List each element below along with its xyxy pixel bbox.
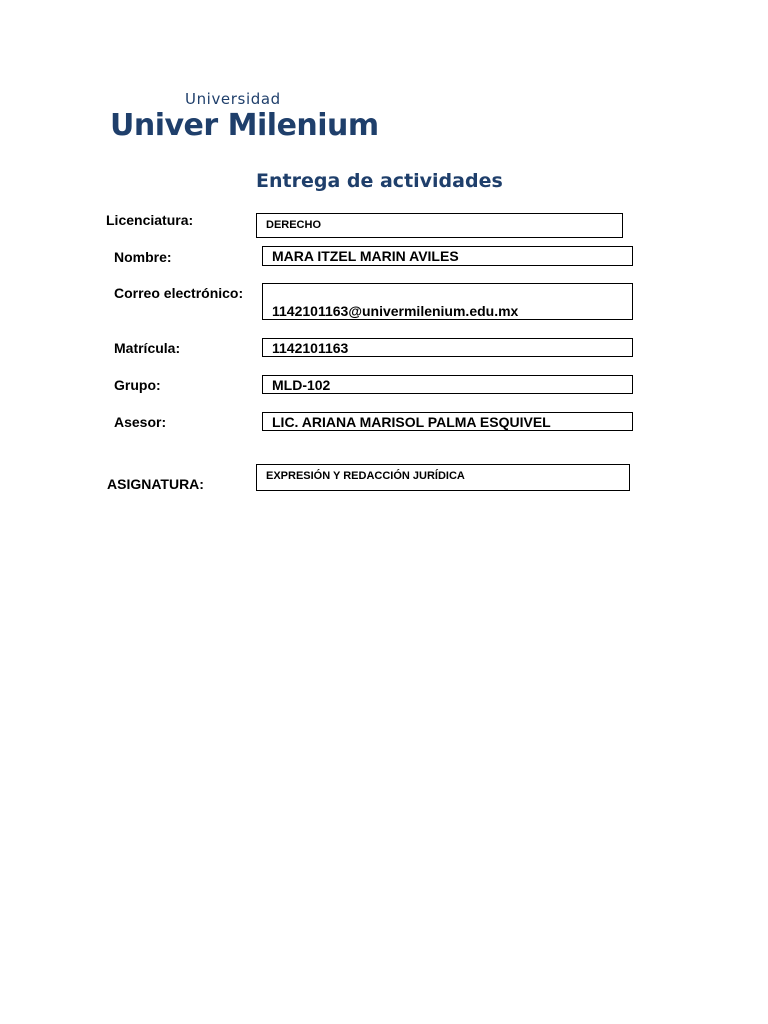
nombre-label: Nombre: — [114, 249, 172, 265]
asesor-value: LIC. ARIANA MARISOL PALMA ESQUIVEL — [272, 414, 551, 430]
nombre-field — [262, 246, 633, 266]
licenciatura-field — [256, 213, 623, 238]
licenciatura-label: Licenciatura: — [106, 212, 194, 228]
asesor-label: Asesor: — [114, 414, 167, 430]
university-logo-small-text: Universidad — [185, 90, 281, 108]
asesor-field — [262, 412, 633, 431]
matricula-value: 1142101163 — [272, 340, 349, 356]
matricula-field — [262, 338, 633, 357]
page-title: Entrega de actividades — [256, 170, 503, 192]
matricula-label: Matrícula: — [114, 340, 181, 356]
correo-value: 1142101163@univermilenium.edu.mx — [272, 303, 519, 319]
correo-field — [262, 283, 633, 320]
licenciatura-value: DERECHO — [266, 219, 322, 231]
university-logo: Univer Milenium — [110, 108, 379, 143]
grupo-field — [262, 375, 633, 394]
asignatura-label: ASIGNATURA: — [107, 476, 204, 492]
asignatura-field — [256, 464, 630, 491]
grupo-value: MLD-102 — [272, 377, 331, 393]
correo-label: Correo electrónico: — [114, 285, 244, 301]
nombre-value: MARA ITZEL MARIN AVILES — [272, 248, 459, 264]
asignatura-value: EXPRESIÓN Y REDACCIÓN JURÍDICA — [266, 470, 465, 482]
grupo-label: Grupo: — [114, 377, 161, 393]
